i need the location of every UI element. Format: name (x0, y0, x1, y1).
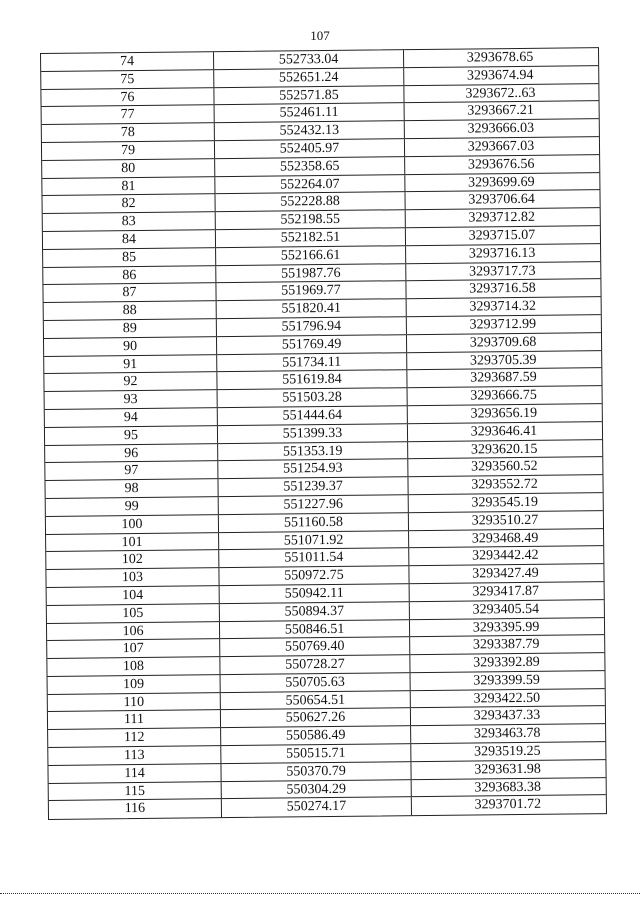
point-number-cell: 87 (43, 284, 216, 303)
x-coordinate-cell: 551011.54 (219, 548, 409, 567)
x-coordinate-cell: 552432.13 (215, 121, 405, 140)
point-number-cell: 92 (44, 373, 217, 392)
point-number-cell: 114 (48, 764, 221, 783)
y-coordinate-cell: 3293519.25 (474, 743, 541, 760)
y-coordinate-cell: 3293678.65 (466, 49, 534, 66)
x-coordinate-cell: 552198.55 (216, 210, 406, 229)
y-coordinate-cell: 3293701.72 (474, 797, 542, 813)
point-number-cell: 106 (47, 622, 220, 641)
x-coordinate-cell: 551227.96 (219, 495, 409, 514)
y-coordinate-cell: 3293437.33 (473, 708, 541, 724)
point-number-cell: 110 (48, 693, 221, 712)
point-number-cell: 102 (46, 550, 219, 569)
x-coordinate-cell: 551160.58 (219, 513, 409, 532)
y-coordinate-cell: 3293717.73 (468, 263, 536, 280)
x-coordinate-cell: 550370.79 (221, 762, 411, 781)
y-coordinate-cell: 3293699.69 (468, 174, 535, 191)
y-coordinate-cell: 3293676.56 (467, 156, 535, 173)
y-coordinate-cell: 3293560.52 (471, 459, 538, 475)
x-coordinate-cell: 552182.51 (216, 228, 406, 247)
y-coordinate-cell: 3293706.64 (468, 192, 535, 208)
y-coordinate-cell: 3293631.98 (474, 761, 541, 778)
point-number-cell: 76 (41, 88, 214, 107)
point-number-cell: 80 (42, 159, 215, 178)
x-coordinate-cell: 550586.49 (221, 726, 411, 745)
y-coordinate-cell: 3293387.79 (472, 637, 540, 653)
point-number-cell: 99 (46, 497, 219, 516)
x-coordinate-cell: 550894.37 (220, 602, 410, 621)
x-coordinate-cell: 551353.19 (218, 442, 408, 461)
x-coordinate-cell: 552733.04 (214, 50, 404, 69)
point-number-cell: 97 (45, 461, 218, 480)
x-coordinate-cell: 550515.71 (221, 744, 411, 763)
point-number-cell: 91 (44, 355, 217, 374)
x-coordinate-cell: 551734.11 (217, 353, 407, 372)
x-coordinate-cell: 550627.26 (221, 709, 411, 728)
point-number-cell: 88 (44, 301, 217, 320)
footer-divider (0, 893, 640, 894)
x-coordinate-cell: 552358.65 (215, 157, 405, 176)
y-coordinate-cell: 3293705.39 (469, 352, 537, 369)
point-number-cell: 93 (45, 390, 218, 409)
page-number: 107 (310, 28, 330, 43)
point-number-cell: 81 (42, 177, 215, 196)
y-coordinate-cell: 3293716.58 (469, 281, 536, 297)
x-coordinate-cell: 551969.77 (216, 282, 406, 301)
point-number-cell: 112 (48, 728, 221, 747)
point-number-cell: 83 (43, 212, 216, 231)
coordinates-table (40, 47, 607, 820)
y-coordinate-cell: 3293417.87 (472, 583, 539, 600)
y-coordinate-cell: 3293646.41 (470, 423, 538, 440)
y-coordinate-cell: 3293620.15 (470, 441, 538, 458)
y-coordinate-cell: 3293667.21 (467, 103, 534, 119)
x-coordinate-cell: 552405.97 (215, 139, 405, 158)
point-number-cell: 104 (47, 586, 220, 605)
point-number-cell: 101 (46, 533, 219, 552)
y-coordinate-cell: 3293714.32 (469, 298, 537, 315)
point-number-cell: 75 (41, 70, 214, 89)
x-coordinate-cell: 551796.94 (217, 317, 407, 336)
x-coordinate-cell: 551071.92 (219, 531, 409, 550)
y-coordinate-cell: 3293510.27 (471, 512, 539, 529)
y-coordinate-cell: 3293656.19 (470, 405, 538, 422)
point-number-cell: 108 (47, 657, 220, 676)
point-number-cell: 74 (41, 52, 214, 71)
x-coordinate-cell: 551619.84 (217, 371, 407, 390)
y-coordinate-cell: 3293667.03 (467, 138, 535, 155)
x-coordinate-cell: 550304.29 (222, 780, 412, 799)
y-coordinate-cell: 3293405.54 (472, 601, 540, 618)
x-coordinate-cell: 552651.24 (214, 68, 404, 87)
x-coordinate-cell: 551254.93 (218, 459, 408, 478)
x-coordinate-cell: 550728.27 (220, 655, 410, 674)
y-coordinate-cell: 3293399.59 (473, 672, 540, 689)
x-coordinate-cell: 552571.85 (214, 86, 404, 105)
x-coordinate-cell: 550705.63 (221, 673, 411, 692)
y-coordinate-cell: 3293545.19 (471, 494, 539, 511)
point-number-cell: 79 (42, 141, 215, 160)
x-coordinate-cell: 550972.75 (219, 566, 409, 585)
point-number-cell: 103 (46, 568, 219, 587)
point-number-cell: 86 (43, 266, 216, 285)
point-number-cell: 111 (48, 711, 221, 730)
point-number-cell: 115 (49, 782, 222, 801)
point-number-cell: 95 (45, 426, 218, 445)
y-coordinate-cell: 3293666.75 (470, 387, 537, 404)
x-coordinate-cell: 551769.49 (217, 335, 407, 354)
x-coordinate-cell: 551239.37 (218, 477, 408, 496)
point-number-cell: 90 (44, 337, 217, 356)
point-number-cell: 77 (42, 106, 215, 125)
x-coordinate-cell: 550654.51 (221, 691, 411, 710)
y-coordinate-cell: 3293687.59 (470, 370, 537, 386)
x-coordinate-cell: 552461.11 (215, 104, 405, 123)
x-coordinate-cell: 552264.07 (215, 175, 405, 194)
point-number-cell: 85 (43, 248, 216, 267)
y-coordinate-cell: 3293712.99 (469, 316, 537, 333)
x-coordinate-cell: 552228.88 (215, 193, 405, 212)
y-coordinate-cell: 3293672..63 (465, 85, 536, 102)
x-coordinate-cell: 550769.40 (220, 637, 410, 656)
y-coordinate-cell: 3293683.38 (474, 779, 542, 796)
point-number-cell: 84 (43, 230, 216, 249)
point-number-cell: 100 (46, 515, 219, 534)
y-coordinate-cell: 3293442.42 (471, 548, 539, 564)
point-number-cell: 82 (43, 195, 216, 214)
point-number-cell: 94 (45, 408, 218, 427)
y-coordinate-cell: 3293674.94 (466, 67, 534, 84)
y-coordinate-cell: 3293422.50 (473, 690, 541, 707)
x-coordinate-cell: 551399.33 (218, 424, 408, 443)
x-coordinate-cell: 551987.76 (216, 264, 406, 283)
point-number-cell: 78 (42, 123, 215, 142)
point-number-cell: 105 (47, 604, 220, 623)
x-coordinate-cell: 552166.61 (216, 246, 406, 265)
y-coordinate-cell: 3293715.07 (468, 227, 536, 244)
point-number-cell: 89 (44, 319, 217, 338)
y-coordinate-cell: 3293468.49 (471, 530, 539, 547)
x-coordinate-cell: 550942.11 (220, 584, 410, 603)
point-number-cell: 109 (48, 675, 221, 694)
y-coordinate-cell: 3293463.78 (473, 726, 541, 742)
y-coordinate-cell: 3293427.49 (472, 565, 539, 582)
y-coordinate-cell: 3293666.03 (467, 121, 535, 137)
y-coordinate-cell: 3293716.13 (468, 245, 536, 262)
point-number-cell: 116 (49, 800, 222, 820)
point-number-cell: 107 (47, 639, 220, 658)
y-coordinate-cell: 3293709.68 (469, 334, 537, 351)
point-number-cell: 98 (45, 479, 218, 498)
x-coordinate-cell: 551503.28 (218, 388, 408, 407)
x-coordinate-cell: 550274.17 (222, 798, 412, 818)
x-coordinate-cell: 551820.41 (217, 299, 407, 318)
y-coordinate-cell: 3293392.89 (473, 654, 540, 671)
x-coordinate-cell: 550846.51 (220, 620, 410, 639)
point-number-cell: 113 (48, 746, 221, 765)
x-coordinate-cell: 551444.64 (218, 406, 408, 425)
point-number-cell: 96 (45, 444, 218, 463)
y-coordinate-cell: 3293395.99 (472, 619, 540, 635)
y-coordinate-cell: 3293552.72 (471, 476, 538, 493)
y-coordinate-cell: 3293712.82 (468, 209, 536, 226)
